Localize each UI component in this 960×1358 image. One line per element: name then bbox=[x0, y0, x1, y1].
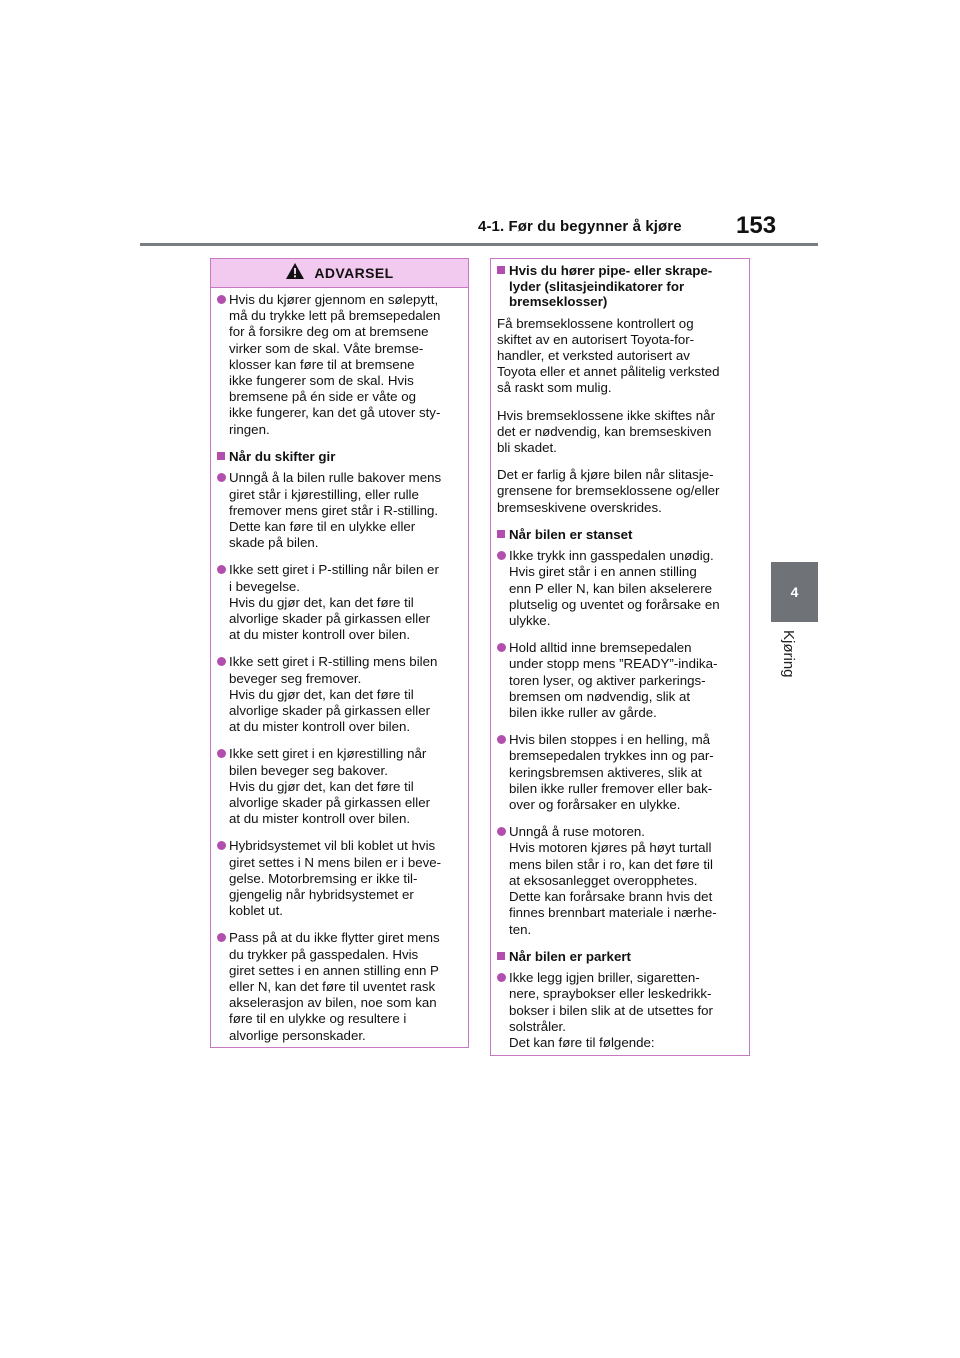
warning-bullet: Ikke sett giret i P-stilling når bilen er i bevegelse. Hvis du gjør det, kan det føre til alvorlige skader på girkassen eller at du mister kontroll over bilen. bbox=[217, 562, 462, 643]
warning-box bbox=[210, 258, 469, 1048]
stopped-heading: Når bilen er stanset bbox=[497, 527, 743, 543]
warning-bullet: Hybridsystemet vil bli koblet ut hvis giret settes i N mens bilen er i beve- gelse. Motorbremsing er ikke til- gjengelig når hybridsystemet er koblet ut. bbox=[217, 838, 462, 919]
warning-bullet: Pass på at du ikke flytter giret mens du trykker på gasspedalen. Hvis giret settes i en annen stilling enn P eller N, kan det føre til uventet rask akselerasjon av bilen, noe som kan føre til en ulykke og resultere i alvorlige personskader. bbox=[217, 930, 462, 1043]
paragraph: Det er farlig å kjøre bilen når slitasje- grensene for bremseklossene og/eller bremseskivene overskrides. bbox=[497, 467, 720, 515]
parked-bullet: Ikke legg igjen briller, sigaretten- nere, spraybokser eller leskedrikk- bokser i bilen slik at de utsettes for solstråler. Det kan føre til følgende: bbox=[497, 970, 743, 1051]
brake-noise-heading: Hvis du hører pipe- eller skrape- lyder (slitasjeindikatorer for bremseklosser) bbox=[497, 263, 743, 310]
section-title: 4-1. Før du begynner å kjøre bbox=[478, 218, 682, 235]
continued-warning-box bbox=[490, 258, 750, 1056]
page-number: 153 bbox=[736, 212, 777, 239]
paragraph: Få bremseklossene kontrollert og skiftet av en autorisert Toyota-for- handler, et verksted autorisert av Toyota eller et annet pålitelig verksted så raskt som mulig. bbox=[497, 315, 720, 396]
chapter-tab: 4 bbox=[771, 562, 818, 622]
warning-intro-bullet: Hvis du kjører gjennom en sølepytt, må du trykke lett på bremsepedalen for å forsikre deg om at bremsene virker som de skal. Våte bremse- klosser kan føre til at bremsene ikke fungerer som de skal. Hvis bremsene på én side er våte og ikke fungerer, kan det gå utover sty- ringen. bbox=[217, 292, 462, 438]
stopped-bullet: Ikke trykk inn gasspedalen unødig. Hvis giret står i en annen stilling enn P eller N, kan bilen akselerere plutselig og uventet og forårsake en ulykke. bbox=[497, 548, 743, 629]
stopped-bullet: Hold alltid inne bremsepedalen under stopp mens ”READY”-indika- toren lyser, og aktiver parkerings- bremsen om nødvendig, slik at bilen ikke ruller av gårde. bbox=[497, 640, 743, 721]
stopped-bullet: Unngå å ruse motoren. Hvis motoren kjøres på høyt turtall mens bilen står i ro, kan det føre til at eksosanlegget overopphetes. Dette kan forårsake brann hvis det finnes brennbart materiale i nærhe- ten. bbox=[497, 824, 743, 937]
warning-heading: Når du skifter gir bbox=[217, 449, 462, 465]
header-rule bbox=[140, 243, 818, 246]
warning-bullet: Ikke sett giret i en kjørestilling når bilen beveger seg bakover. Hvis du gjør det, kan det føre til alvorlige skader på girkassen eller at du mister kontroll over bilen. bbox=[217, 746, 462, 827]
warning-title: ADVARSEL bbox=[314, 265, 394, 281]
paragraph: Hvis bremseklossene ikke skiftes når det er nødvendig, kan bremseskiven bli skadet. bbox=[497, 407, 715, 455]
parked-heading: Når bilen er parkert bbox=[497, 949, 743, 965]
chapter-label: Kjøring bbox=[780, 630, 797, 678]
warning-header bbox=[211, 259, 468, 288]
stopped-bullet: Hvis bilen stoppes i en helling, må bremsepedalen trykkes inn og par- keringsbremsen aktiveres, slik at bilen ikke ruller fremover eller bak- over og forårsaker en ulykke. bbox=[497, 732, 743, 813]
warning-bullet: Unngå å la bilen rulle bakover mens giret står i kjørestilling, eller rulle fremover mens giret står i R-stilling. Dette kan føre til en ulykke eller skade på bilen. bbox=[217, 470, 462, 551]
warning-triangle-icon bbox=[285, 262, 305, 285]
warning-bullet: Ikke sett giret i R-stilling mens bilen beveger seg fremover. Hvis du gjør det, kan det føre til alvorlige skader på girkassen eller at du mister kontroll over bilen. bbox=[217, 654, 462, 735]
